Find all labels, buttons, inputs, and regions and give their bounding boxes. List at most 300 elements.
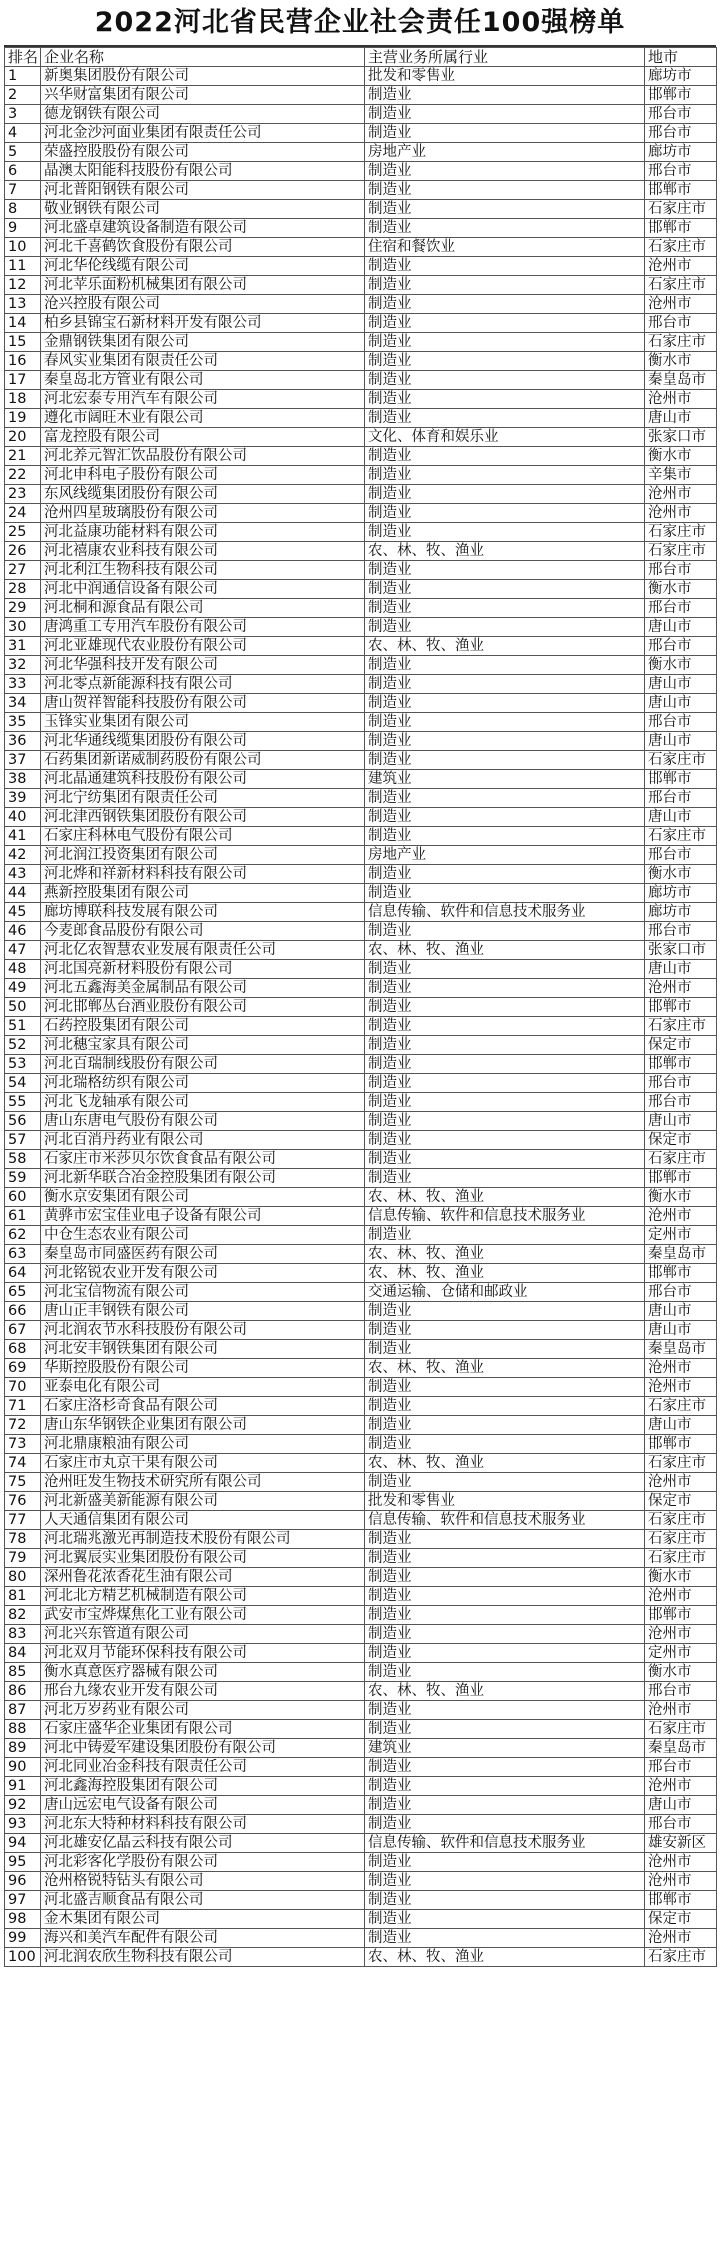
rank-cell: 65 [5,1283,41,1302]
table-row [5,979,717,998]
table-row [5,1454,717,1473]
city-cell: 邯郸市 [645,86,717,105]
city-cell: 唐山市 [645,732,717,751]
table-row [5,371,717,390]
rank-cell: 97 [5,1891,41,1910]
rank-cell: 69 [5,1359,41,1378]
industry-cell: 制造业 [365,1777,645,1796]
rank-cell: 96 [5,1872,41,1891]
company-cell: 河北千喜鹤饮食股份有限公司 [41,238,365,257]
industry-cell: 制造业 [365,694,645,713]
city-cell: 石家庄市 [645,333,717,352]
company-cell: 东风线缆集团股份有限公司 [41,485,365,504]
table-row [5,1853,717,1872]
city-cell: 沧州市 [645,295,717,314]
table-row [5,1777,717,1796]
city-cell: 邢台市 [645,1074,717,1093]
rank-cell: 36 [5,732,41,751]
rank-cell: 88 [5,1720,41,1739]
company-cell: 河北翼辰实业集团股份有限公司 [41,1549,365,1568]
industry-cell: 制造业 [365,1378,645,1397]
city-cell: 衡水市 [645,865,717,884]
city-cell: 沧州市 [645,1359,717,1378]
table-row [5,200,717,219]
company-cell: 华斯控股股份有限公司 [41,1359,365,1378]
company-cell: 春风实业集团有限责任公司 [41,352,365,371]
company-cell: 燕新控股集团有限公司 [41,884,365,903]
industry-cell: 交通运输、仓储和邮政业 [365,1283,645,1302]
city-cell: 保定市 [645,1492,717,1511]
industry-cell: 批发和零售业 [365,67,645,86]
rank-cell: 13 [5,295,41,314]
city-cell: 沧州市 [645,390,717,409]
rank-cell: 34 [5,694,41,713]
table-row [5,1758,717,1777]
city-cell: 邢台市 [645,846,717,865]
city-cell: 邢台市 [645,162,717,181]
table-row [5,162,717,181]
rank-cell: 74 [5,1454,41,1473]
table-row [5,1587,717,1606]
city-cell: 邢台市 [645,561,717,580]
company-cell: 河北润农节水科技股份有限公司 [41,1321,365,1340]
city-cell: 邢台市 [645,599,717,618]
city-cell: 衡水市 [645,447,717,466]
table-row [5,1112,717,1131]
rank-cell: 60 [5,1188,41,1207]
rank-cell: 3 [5,105,41,124]
industry-cell: 制造业 [365,1017,645,1036]
table-row [5,1169,717,1188]
header-industry: 主营业务所属行业 [365,48,645,67]
rank-cell: 11 [5,257,41,276]
city-cell: 沧州市 [645,1853,717,1872]
city-cell: 沧州市 [645,257,717,276]
table-row [5,1834,717,1853]
company-cell: 黄骅市宏宝佳业电子设备有限公司 [41,1207,365,1226]
rank-cell: 73 [5,1435,41,1454]
industry-cell: 制造业 [365,922,645,941]
industry-cell: 制造业 [365,1720,645,1739]
company-cell: 河北瑞兆激光再制造技术股份有限公司 [41,1530,365,1549]
company-cell: 河北金沙河面业集团有限责任公司 [41,124,365,143]
table-row [5,903,717,922]
table-row [5,1739,717,1758]
city-cell: 衡水市 [645,656,717,675]
company-cell: 河北兴东管道有限公司 [41,1625,365,1644]
company-cell: 石药集团新诺威制药股份有限公司 [41,751,365,770]
table-row [5,219,717,238]
city-cell: 秦皇岛市 [645,1340,717,1359]
rank-cell: 85 [5,1663,41,1682]
company-cell: 武安市宝烨煤焦化工业有限公司 [41,1606,365,1625]
city-cell: 石家庄市 [645,1017,717,1036]
table-row [5,941,717,960]
rank-cell: 15 [5,333,41,352]
rank-cell: 17 [5,371,41,390]
table-row [5,922,717,941]
company-cell: 河北益康功能材料有限公司 [41,523,365,542]
industry-cell: 制造业 [365,1302,645,1321]
city-cell: 邢台市 [645,1815,717,1834]
table-row [5,1074,717,1093]
table-row [5,333,717,352]
city-cell: 沧州市 [645,1207,717,1226]
industry-cell: 制造业 [365,86,645,105]
industry-cell: 制造业 [365,1644,645,1663]
company-cell: 河北润农欣生物科技有限公司 [41,1948,365,1967]
company-cell: 河北铭锐农业开发有限公司 [41,1264,365,1283]
company-cell: 海兴和美汽车配件有限公司 [41,1929,365,1948]
industry-cell: 制造业 [365,523,645,542]
rank-cell: 54 [5,1074,41,1093]
company-cell: 河北亚雄现代农业股份有限公司 [41,637,365,656]
company-cell: 河北双月节能环保科技有限公司 [41,1644,365,1663]
industry-cell: 制造业 [365,485,645,504]
rank-cell: 68 [5,1340,41,1359]
industry-cell: 制造业 [365,1910,645,1929]
city-cell: 石家庄市 [645,1397,717,1416]
rank-cell: 29 [5,599,41,618]
table-row [5,1568,717,1587]
industry-cell: 农、林、牧、渔业 [365,1264,645,1283]
table-row [5,1435,717,1454]
header-rank: 排名 [5,48,41,67]
industry-cell: 文化、体育和娱乐业 [365,428,645,447]
company-cell: 今麦郎食品股份有限公司 [41,922,365,941]
industry-cell: 制造业 [365,1150,645,1169]
company-cell: 新奥集团股份有限公司 [41,67,365,86]
company-cell: 河北桐和源食品有限公司 [41,599,365,618]
rank-cell: 75 [5,1473,41,1492]
city-cell: 邯郸市 [645,1606,717,1625]
table-row [5,1131,717,1150]
company-cell: 河北宁纺集团有限责任公司 [41,789,365,808]
table-row [5,1226,717,1245]
industry-cell: 制造业 [365,599,645,618]
rank-cell: 5 [5,143,41,162]
company-cell: 柏乡县锦宝石新材料开发有限公司 [41,314,365,333]
industry-cell: 制造业 [365,181,645,200]
company-cell: 河北百消丹药业有限公司 [41,1131,365,1150]
city-cell: 保定市 [645,1036,717,1055]
industry-cell: 制造业 [365,1074,645,1093]
industry-cell: 制造业 [365,105,645,124]
company-cell: 河北安丰钢铁集团有限公司 [41,1340,365,1359]
rank-cell: 48 [5,960,41,979]
city-cell: 沧州市 [645,1587,717,1606]
table-row [5,694,717,713]
industry-cell: 制造业 [365,1093,645,1112]
rank-cell: 27 [5,561,41,580]
company-cell: 河北禧康农业科技有限公司 [41,542,365,561]
rank-cell: 81 [5,1587,41,1606]
rank-cell: 32 [5,656,41,675]
city-cell: 唐山市 [645,960,717,979]
company-cell: 亚泰电化有限公司 [41,1378,365,1397]
rank-cell: 41 [5,827,41,846]
city-cell: 张家口市 [645,428,717,447]
industry-cell: 农、林、牧、渔业 [365,542,645,561]
city-cell: 沧州市 [645,1473,717,1492]
industry-cell: 制造业 [365,1853,645,1872]
rank-cell: 51 [5,1017,41,1036]
rank-cell: 8 [5,200,41,219]
industry-cell: 制造业 [365,732,645,751]
rank-cell: 4 [5,124,41,143]
rank-cell: 52 [5,1036,41,1055]
table-row [5,447,717,466]
city-cell: 邢台市 [645,124,717,143]
industry-cell: 制造业 [365,1036,645,1055]
table-row [5,713,717,732]
table-row [5,1055,717,1074]
company-cell: 石家庄洛杉奇食品有限公司 [41,1397,365,1416]
city-cell: 邢台市 [645,637,717,656]
industry-cell: 农、林、牧、渔业 [365,1948,645,1967]
company-cell: 河北万岁药业有限公司 [41,1701,365,1720]
industry-cell: 房地产业 [365,846,645,865]
city-cell: 石家庄市 [645,523,717,542]
industry-cell: 制造业 [365,257,645,276]
industry-cell: 住宿和餐饮业 [365,238,645,257]
rank-cell: 12 [5,276,41,295]
company-cell: 河北瑞格纺织有限公司 [41,1074,365,1093]
industry-cell: 制造业 [365,561,645,580]
industry-cell: 制造业 [365,504,645,523]
company-cell: 唐山贺祥智能科技股份有限公司 [41,694,365,713]
industry-cell: 建筑业 [365,770,645,789]
rank-cell: 42 [5,846,41,865]
company-cell: 晶澳太阳能科技股份有限公司 [41,162,365,181]
company-cell: 河北津西钢铁集团股份有限公司 [41,808,365,827]
city-cell: 石家庄市 [645,542,717,561]
table-row [5,618,717,637]
city-cell: 沧州市 [645,979,717,998]
rank-cell: 78 [5,1530,41,1549]
rank-cell: 99 [5,1929,41,1948]
rank-cell: 20 [5,428,41,447]
industry-cell: 制造业 [365,1112,645,1131]
city-cell: 沧州市 [645,504,717,523]
rank-cell: 58 [5,1150,41,1169]
company-cell: 河北鼎康粮油有限公司 [41,1435,365,1454]
header-city: 地市 [645,48,717,67]
industry-cell: 制造业 [365,314,645,333]
city-cell: 保定市 [645,1131,717,1150]
header-company: 企业名称 [41,48,365,67]
table-row [5,409,717,428]
table-row [5,1815,717,1834]
industry-cell: 农、林、牧、渔业 [365,1245,645,1264]
industry-cell: 制造业 [365,827,645,846]
company-cell: 河北新盛美新能源有限公司 [41,1492,365,1511]
table-row [5,1549,717,1568]
table-row [5,1511,717,1530]
table-row [5,1283,717,1302]
table-row [5,1150,717,1169]
table-row [5,1910,717,1929]
company-cell: 遵化市阔旺木业有限公司 [41,409,365,428]
table-row [5,1302,717,1321]
company-cell: 德龙钢铁有限公司 [41,105,365,124]
city-cell: 石家庄市 [645,276,717,295]
company-cell: 荣盛控股股份有限公司 [41,143,365,162]
industry-cell: 农、林、牧、渔业 [365,1682,645,1701]
rank-cell: 30 [5,618,41,637]
city-cell: 邢台市 [645,1758,717,1777]
city-cell: 衡水市 [645,1188,717,1207]
table-row [5,998,717,1017]
city-cell: 唐山市 [645,808,717,827]
industry-cell: 批发和零售业 [365,1492,645,1511]
rank-cell: 100 [5,1948,41,1967]
industry-cell: 制造业 [365,276,645,295]
company-cell: 深州鲁花浓香花生油有限公司 [41,1568,365,1587]
company-cell: 唐山远宏电气设备有限公司 [41,1796,365,1815]
industry-cell: 制造业 [365,162,645,181]
city-cell: 邢台市 [645,1283,717,1302]
company-cell: 沧州旺发生物技术研究所有限公司 [41,1473,365,1492]
table-row [5,770,717,789]
company-cell: 唐山正丰钢铁有限公司 [41,1302,365,1321]
company-cell: 秦皇岛北方管业有限公司 [41,371,365,390]
table-row [5,884,717,903]
industry-cell: 制造业 [365,884,645,903]
industry-cell: 制造业 [365,409,645,428]
industry-cell: 制造业 [365,1169,645,1188]
table-row [5,751,717,770]
ranking-table [4,47,717,1967]
city-cell: 石家庄市 [645,1511,717,1530]
city-cell: 沧州市 [645,1872,717,1891]
table-row [5,1682,717,1701]
city-cell: 邯郸市 [645,1169,717,1188]
rank-cell: 7 [5,181,41,200]
company-cell: 河北亿农智慧农业发展有限责任公司 [41,941,365,960]
industry-cell: 制造业 [365,1530,645,1549]
industry-cell: 制造业 [365,808,645,827]
company-cell: 敬业钢铁有限公司 [41,200,365,219]
industry-cell: 制造业 [365,1435,645,1454]
rank-cell: 82 [5,1606,41,1625]
rank-cell: 80 [5,1568,41,1587]
rank-cell: 70 [5,1378,41,1397]
industry-cell: 制造业 [365,1416,645,1435]
rank-cell: 26 [5,542,41,561]
company-cell: 石家庄科林电气股份有限公司 [41,827,365,846]
table-row [5,1663,717,1682]
company-cell: 河北华强科技开发有限公司 [41,656,365,675]
company-cell: 河北华伦线缆有限公司 [41,257,365,276]
city-cell: 邢台市 [645,789,717,808]
table-row [5,637,717,656]
rank-cell: 43 [5,865,41,884]
industry-cell: 制造业 [365,124,645,143]
company-cell: 石家庄盛华企业集团有限公司 [41,1720,365,1739]
industry-cell: 制造业 [365,1929,645,1948]
city-cell: 唐山市 [645,1321,717,1340]
city-cell: 秦皇岛市 [645,371,717,390]
company-cell: 唐鸿重工专用汽车股份有限公司 [41,618,365,637]
city-cell: 廊坊市 [645,143,717,162]
city-cell: 石家庄市 [645,200,717,219]
company-cell: 河北苹乐面粉机械集团有限公司 [41,276,365,295]
company-cell: 河北国亮新材料股份有限公司 [41,960,365,979]
company-cell: 邢台九缘农业开发有限公司 [41,1682,365,1701]
industry-cell: 制造业 [365,466,645,485]
table-row [5,466,717,485]
city-cell: 唐山市 [645,618,717,637]
table-row [5,105,717,124]
city-cell: 邢台市 [645,922,717,941]
table-row [5,1606,717,1625]
industry-cell: 房地产业 [365,143,645,162]
table-row [5,827,717,846]
company-cell: 河北中铸爱军建设集团股份有限公司 [41,1739,365,1758]
city-cell: 衡水市 [645,1663,717,1682]
city-cell: 邢台市 [645,1682,717,1701]
company-cell: 河北飞龙轴承有限公司 [41,1093,365,1112]
industry-cell: 制造业 [365,713,645,732]
table-row [5,561,717,580]
industry-cell: 制造业 [365,1055,645,1074]
table-row [5,485,717,504]
rank-cell: 53 [5,1055,41,1074]
industry-cell: 制造业 [365,675,645,694]
industry-cell: 制造业 [365,1397,645,1416]
table-row [5,1625,717,1644]
city-cell: 沧州市 [645,1378,717,1397]
company-cell: 唐山东唐电气股份有限公司 [41,1112,365,1131]
city-cell: 邯郸市 [645,1264,717,1283]
city-cell: 唐山市 [645,409,717,428]
table-row [5,86,717,105]
table-row [5,238,717,257]
city-cell: 邢台市 [645,1093,717,1112]
rank-cell: 19 [5,409,41,428]
table-row [5,580,717,599]
table-row [5,732,717,751]
company-cell: 石家庄市丸京干果有限公司 [41,1454,365,1473]
table-row [5,846,717,865]
table-row [5,1188,717,1207]
city-cell: 定州市 [645,1644,717,1663]
table-body [5,67,717,1967]
city-cell: 邯郸市 [645,770,717,789]
company-cell: 中仓生态农业有限公司 [41,1226,365,1245]
company-cell: 河北宏泰专用汽车有限公司 [41,390,365,409]
rank-cell: 49 [5,979,41,998]
city-cell: 保定市 [645,1910,717,1929]
company-cell: 河北百瑞制线股份有限公司 [41,1055,365,1074]
industry-cell: 制造业 [365,1321,645,1340]
rank-cell: 89 [5,1739,41,1758]
industry-cell: 制造业 [365,865,645,884]
rank-cell: 16 [5,352,41,371]
industry-cell: 制造业 [365,1473,645,1492]
rank-cell: 66 [5,1302,41,1321]
rank-cell: 92 [5,1796,41,1815]
rank-cell: 98 [5,1910,41,1929]
rank-cell: 47 [5,941,41,960]
city-cell: 邢台市 [645,713,717,732]
rank-cell: 46 [5,922,41,941]
rank-cell: 9 [5,219,41,238]
table-row [5,1207,717,1226]
table-row [5,390,717,409]
table-row [5,599,717,618]
